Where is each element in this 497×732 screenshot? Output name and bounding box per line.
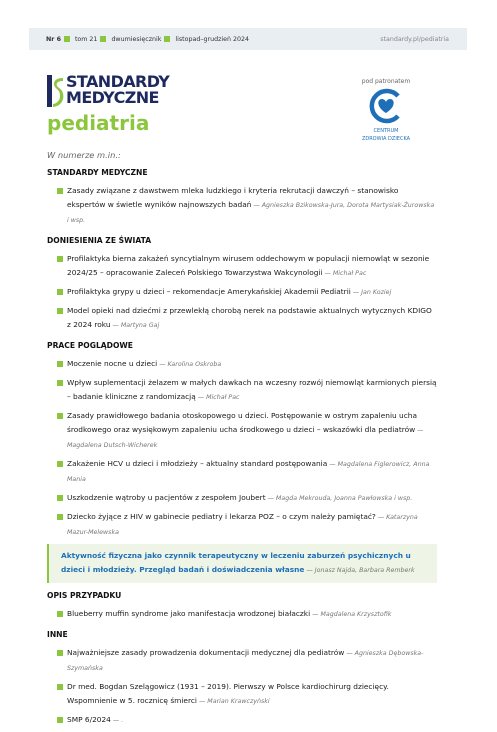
article-authors: Michał Pac (332, 270, 367, 277)
article-text (57, 646, 437, 676)
patron-org-line-1: CENTRUM (373, 128, 399, 134)
article-authors-wrap: — Martyna Gaj (110, 322, 160, 329)
period: listopad–grudzień 2024 (175, 35, 250, 43)
article-title: Profilaktyka grypy u dzieci – rekomendacje Amerykańskiej Akademii Pediatrii (67, 287, 351, 296)
article-text (57, 607, 437, 622)
patronage (349, 78, 423, 142)
article-authors: Magdalena Figlerowicz, Anna Mania (67, 461, 430, 483)
article-title: Zakażenie HCV u dzieci i młodzieży – aktualny standard postępowania (67, 459, 328, 468)
bullet-square-icon (57, 717, 63, 723)
article-text (57, 304, 437, 333)
article-item[interactable] (47, 304, 437, 333)
site-url[interactable]: standardy.pl/pediatria (380, 35, 449, 43)
bullet-square-icon (164, 36, 170, 42)
article-authors: Karolina Oskroba (167, 361, 222, 368)
article-authors: Marian Krawczyński (207, 698, 270, 705)
article-authors-wrap: — Jan Koziej (350, 289, 392, 296)
article-title: Blueberry muffin syndrome jako manifestacja wrodzonej białaczki (67, 609, 311, 618)
article-item[interactable] (47, 252, 437, 281)
bullet-square-icon (57, 308, 63, 314)
article-authors: Agnieszka Dębowska-Szymańska (67, 650, 424, 672)
article-text (57, 285, 437, 300)
logo-line-2: MEDYCZNE (66, 88, 159, 107)
section-title: OPIS PRZYPADKU (47, 591, 122, 600)
article-title: Dziecko żyjące z HIV w gabinecie pediatry i lekarza POZ – o czym należy pamiętać? (67, 512, 376, 521)
article-authors-wrap: — Katarzyna Mazur-Melewska (67, 514, 418, 536)
article-authors-wrap: — Magdalena Krzysztofik (310, 611, 392, 618)
intro-text: W numerze m.in.: (47, 150, 121, 160)
toc (47, 160, 437, 732)
article-authors-wrap: — Michał Pac (195, 394, 240, 401)
bullet-square-icon (57, 256, 63, 262)
bullet-square-icon (57, 461, 63, 467)
article-item[interactable] (47, 457, 437, 487)
bullet-square-icon (100, 36, 106, 42)
article-item[interactable] (47, 409, 437, 453)
article-authors: Katarzyna Mazur-Melewska (67, 514, 418, 536)
logo-line-1: STANDARDY (66, 72, 170, 91)
article-authors: Magdalena Dutsch-Wicherek (67, 442, 158, 449)
section-title: DONIESIENIA ZE ŚWIATA (47, 236, 152, 245)
czd-heart-icon (368, 89, 404, 123)
article-item[interactable] (47, 713, 437, 728)
article-authors-wrap: — Magdalena Figlerowicz, Anna Mania (67, 461, 430, 483)
logo-s-icon (47, 75, 63, 107)
article-authors-wrap: — Magdalena Dutsch-Wicherek (67, 427, 424, 449)
article-title: Profilaktyka bierna zakażeń syncytialnym wirusem oddechowym w populacji niemowląt w sezonie 2024/25 – opracowanie Zaleceń Polskiego Towarzystwa Wakcynologii (67, 254, 430, 277)
article-text (57, 357, 437, 372)
article-authors-wrap: — Karolina Oskroba (157, 361, 222, 368)
bullet-square-icon (64, 36, 70, 42)
article-authors-wrap: — Magda Mekrouda, Joanna Pawłowska i wsp. (265, 495, 413, 502)
article-text (57, 184, 437, 228)
article-text (57, 713, 437, 728)
article-item[interactable] (47, 510, 437, 540)
article-item[interactable] (47, 646, 437, 676)
bullet-square-icon (57, 684, 63, 690)
standardy-medyczne-logo (47, 73, 207, 108)
article-authors-wrap: — . (110, 717, 124, 724)
article-text (57, 491, 437, 506)
section-title: PRACE POGLĄDOWE (47, 341, 133, 350)
article-authors-wrap: — Marian Krawczyński (196, 698, 270, 705)
article-item[interactable] (47, 491, 437, 506)
article-item[interactable] (47, 184, 437, 228)
bullet-square-icon (57, 289, 63, 295)
article-authors-wrap: — Agnieszka Dębowska-Szymańska (67, 650, 424, 672)
article-text (57, 510, 437, 540)
journal-title: pediatria (47, 111, 150, 135)
article-title: Moczenie nocne u dzieci (67, 359, 158, 368)
bullet-square-icon (57, 495, 63, 501)
article-title: Zasady związane z dawstwem mleka ludzkiego i kryteria rekrutacji dawczyń – stanowisko ekspertów w świetle wyników najnowszych badań (67, 186, 399, 209)
section-title: INNE (47, 630, 68, 639)
patronage-label: pod patronatem (361, 78, 411, 85)
bullet-square-icon (57, 514, 63, 520)
article-title: Dr med. Bogdan Szelągowicz (1931 – 2019). Pierwszy w Polsce kardiochirurg dziecięcy. Wspomnienie w 5. rocznicę śmierci (67, 682, 389, 705)
article-title: Zasady prawidłowego badania otoskopowego u dzieci. Postępowanie w ostrym zapaleniu ucha środkowego oraz wysiękowym zapaleniu ucha środkowego u dzieci – wskazówki dla pediatrów (67, 411, 417, 434)
issue-bar (29, 28, 467, 50)
issue-info (46, 36, 249, 43)
volume: tom 21 (74, 35, 98, 43)
article-item[interactable] (47, 285, 437, 300)
article-text (57, 457, 437, 487)
toc-sections (47, 168, 437, 540)
bullet-square-icon (57, 380, 63, 386)
issue-number: Nr 6 (46, 35, 61, 43)
bullet-square-icon (57, 361, 63, 367)
toc-sections-2 (47, 591, 437, 728)
frequency: dwumiesięcznik (111, 35, 162, 43)
article-text (57, 252, 437, 281)
article-title: Wpływ suplementacji żelazem w małych dawkach na wczesny rozwój niemowląt karmionych piersią – badanie kliniczne z randomizacją (67, 378, 437, 401)
article-authors: Michał Pac (206, 394, 240, 401)
patron-org-line-2: ZDROWIA DZIECKA (361, 135, 411, 142)
article-item[interactable] (47, 680, 437, 709)
article-title: SMP 6/2024 (67, 715, 111, 724)
article-title: Najważniejsze zasady prowadzenia dokumentacji medycznej dla pediatrów (67, 648, 345, 657)
article-text (57, 376, 437, 405)
featured-authors: Jonasz Najda, Barbara Remberk (314, 567, 415, 574)
bullet-square-icon (57, 611, 63, 617)
article-title: Model opieki nad dziećmi z przewlekłą chorobą nerek na podstawie aktualnych wytycznych KDIGO z 2024 roku (67, 306, 432, 329)
bullet-square-icon (57, 650, 63, 656)
featured-article[interactable]: Aktywność fizyczna jako czynnik terapeutyczny w leczeniu zaburzeń psychicznych u dzieci i młodzieży. Przegląd badań i doświadczenia własne — Jonasz Najda, Barbara Remberk (47, 544, 437, 583)
article-title: Uszkodzenie wątroby u pacjentów z zespołem Joubert (67, 493, 266, 502)
article-authors: Agnieszka Bzikowska-Jura, Dorota Martysiak-Żurowska i wsp. (67, 202, 435, 224)
article-item[interactable] (47, 357, 437, 372)
article-authors: . (121, 717, 124, 724)
article-authors-wrap: — Agnieszka Bzikowska-Jura, Dorota Martysiak-Żurowska i wsp. (67, 202, 435, 224)
section-title: STANDARDY MEDYCZNE (47, 168, 148, 177)
article-authors: Jan Koziej (361, 289, 392, 296)
bullet-square-icon (57, 188, 63, 194)
article-authors: Magdalena Krzysztofik (320, 611, 392, 618)
bullet-square-icon (57, 413, 63, 419)
article-authors: Martyna Gaj (120, 322, 160, 329)
article-text (57, 680, 437, 709)
article-item[interactable] (47, 607, 437, 622)
article-item[interactable] (47, 376, 437, 405)
article-authors-wrap: — Michał Pac (322, 270, 367, 277)
article-text (57, 409, 437, 453)
featured-title: Aktywność fizyczna jako czynnik terapeutyczny w leczeniu zaburzeń psychicznych u dzieci i młodzieży. Przegląd badań i doświadczenia własne (61, 551, 411, 574)
article-authors: Magda Mekrouda, Joanna Pawłowska i wsp. (275, 495, 413, 502)
